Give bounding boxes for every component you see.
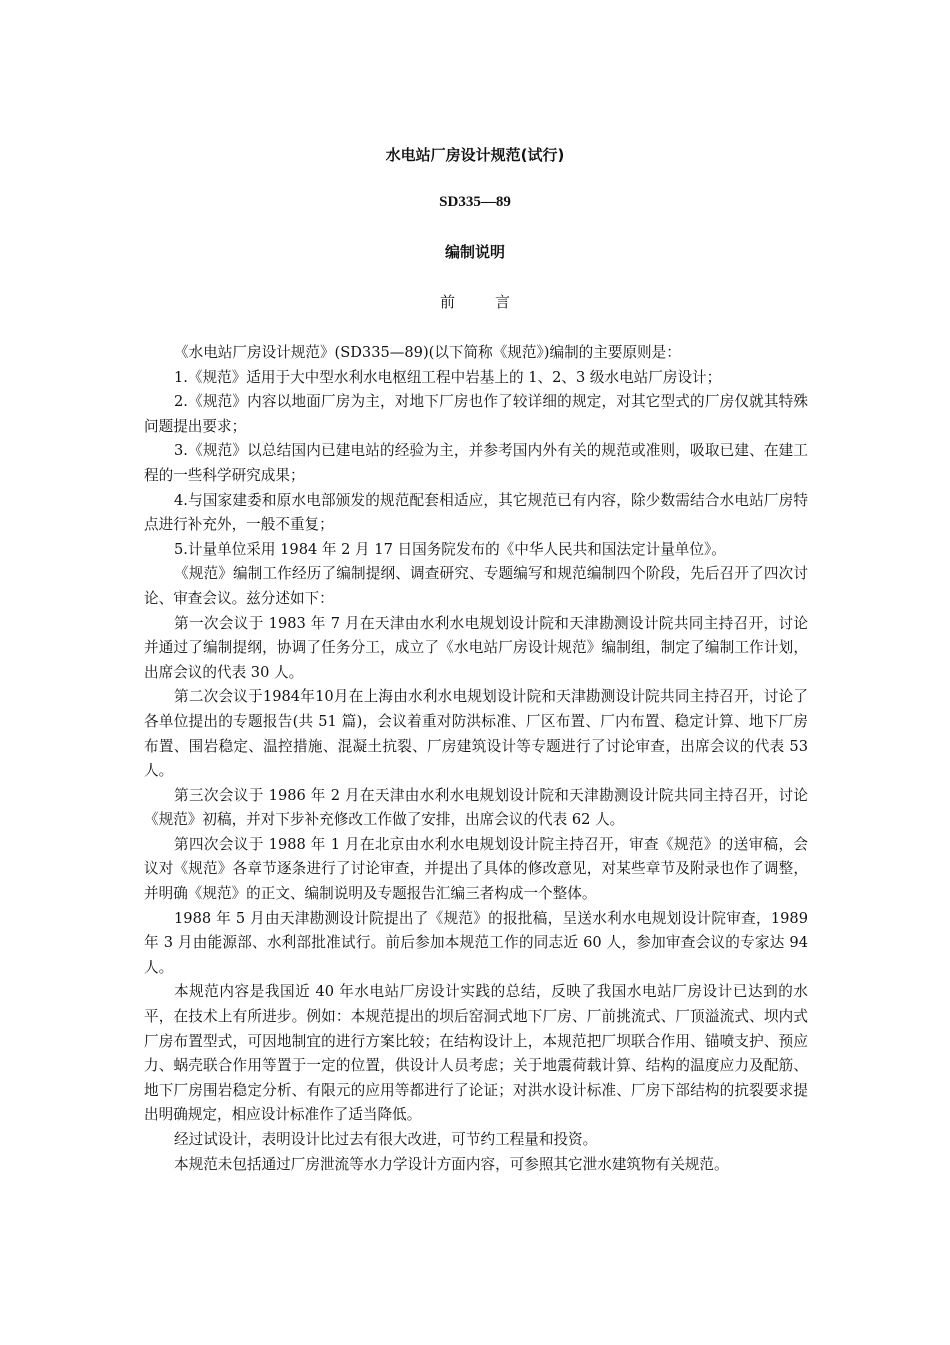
paragraph: 2.《规范》内容以地面厂房为主，对地下厂房也作了较详细的规定，对其它型式的厂房仅就其特殊问题提出要求； xyxy=(144,393,808,435)
paragraph: 5.计量单位采用 1984 年 2 月 17 日国务院发布的《中华人民共和国法定计量单位》。 xyxy=(174,540,726,558)
document-title: 水电站厂房设计规范(试行) xyxy=(385,146,565,164)
paragraph: 经过试设计，表明设计比过去有很大改进，可节约工程量和投资。 xyxy=(174,1131,598,1148)
paragraph: 1988 年 5 月由天津勘测设计院提出了《规范》的报批稿，呈送水利水电规划设计院审查，1989 年 3 月由能源部、水利部批准试行。前后参加本规范工作的同志近 60 人，参加审查会议的专家达 94 人。 xyxy=(144,909,808,976)
paragraph: 《规范》编制工作经历了编制提纲、调查研究、专题编写和规范编制四个阶段，先后召开了四次讨论、审查会议。兹分述如下： xyxy=(144,565,808,607)
foreword-heading: 前言 xyxy=(439,293,550,311)
paragraph: 4.与国家建委和原水电部颁发的规范配套相适应，其它规范已有内容，除少数需结合水电站厂房特点进行补充外，一般不重复； xyxy=(144,491,808,534)
section-subtitle: 编制说明 xyxy=(444,243,505,261)
paragraph: 第四次会议于 1988 年 1 月在北京由水利水电规划设计院主持召开，审查《规范》的送审稿，会议对《规范》各章节逐条进行了讨论审查，并提出了具体的修改意见，对某些章节及附录也作了调整，并明确《规范》的正文、编制说明及专题报告汇编三者构成一个整体。 xyxy=(144,835,808,903)
paragraph: 第三次会议于 1986 年 2 月在天津由水利水电规划设计院和天津勘测设计院共同主持召开，讨论《规范》初稿，并对下步补充修改工作做了安排，出席会议的代表 62 人。 xyxy=(144,786,808,829)
paragraph: 本规范未包括通过厂房泄流等水力学设计方面内容，可参照其它泄水建筑物有关规范。 xyxy=(174,1155,729,1173)
paragraph: 3.《规范》以总结国内已建电站的经验为主，并参考国内外有关的规范或准则，吸取已建、在建工程的一些科学研究成果； xyxy=(144,442,808,484)
standard-code: SD335—89 xyxy=(439,194,511,210)
document-body xyxy=(144,341,808,1177)
paragraph: 第一次会议于 1983 年 7 月在天津由水利水电规划设计院和天津勘测设计院共同主持召开，讨论并通过了编制提纲，协调了任务分工，成立了《水电站厂房设计规范》编制组，制定了编制工作计划，出席会议的代表 30 人。 xyxy=(144,614,808,681)
paragraph: 《水电站厂房设计规范》(SD335—89)(以下简称《规范》)编制的主要原则是： xyxy=(174,344,681,361)
paragraph: 本规范内容是我国近 40 年水电站厂房设计实践的总结，反映了我国水电站厂房设计已达到的水平，在技术上有所进步。例如：本规范提出的坝后窑洞式地下厂房、厂前挑流式、厂顶溢流式、坝内式厂房布置型式，可因地制宜的进行方案比较；在结构设计上，本规范把厂坝联合作用、锚喷支护、预应力、蜗壳联合作用等置于一定的位置，供设计人员考虑；关于地震荷载计算、结构的温度应力及配筋、地下厂房围岩稳定分析、有限元的应用等都进行了论证；对洪水设计标准、厂房下部结构的抗裂要求提出明确规定，相应设计标准作了适当降低。 xyxy=(144,983,808,1124)
paragraph: 第二次会议于1984年10月在上海由水利水电规划设计院和天津勘测设计院共同主持召开，讨论了各单位提出的专题报告(共 51 篇)，会议着重对防洪标准、厂区布置、厂内布置、稳定计算、地下厂房布置、围岩稳定、温控措施、混凝土抗裂、厂房建筑设计等专题进行了讨论审查，出席会议的代表 53 人。 xyxy=(144,688,808,780)
paragraph: 1.《规范》适用于大中型水利水电枢纽工程中岩基上的 1、2、3 级水电站厂房设计； xyxy=(174,368,722,386)
